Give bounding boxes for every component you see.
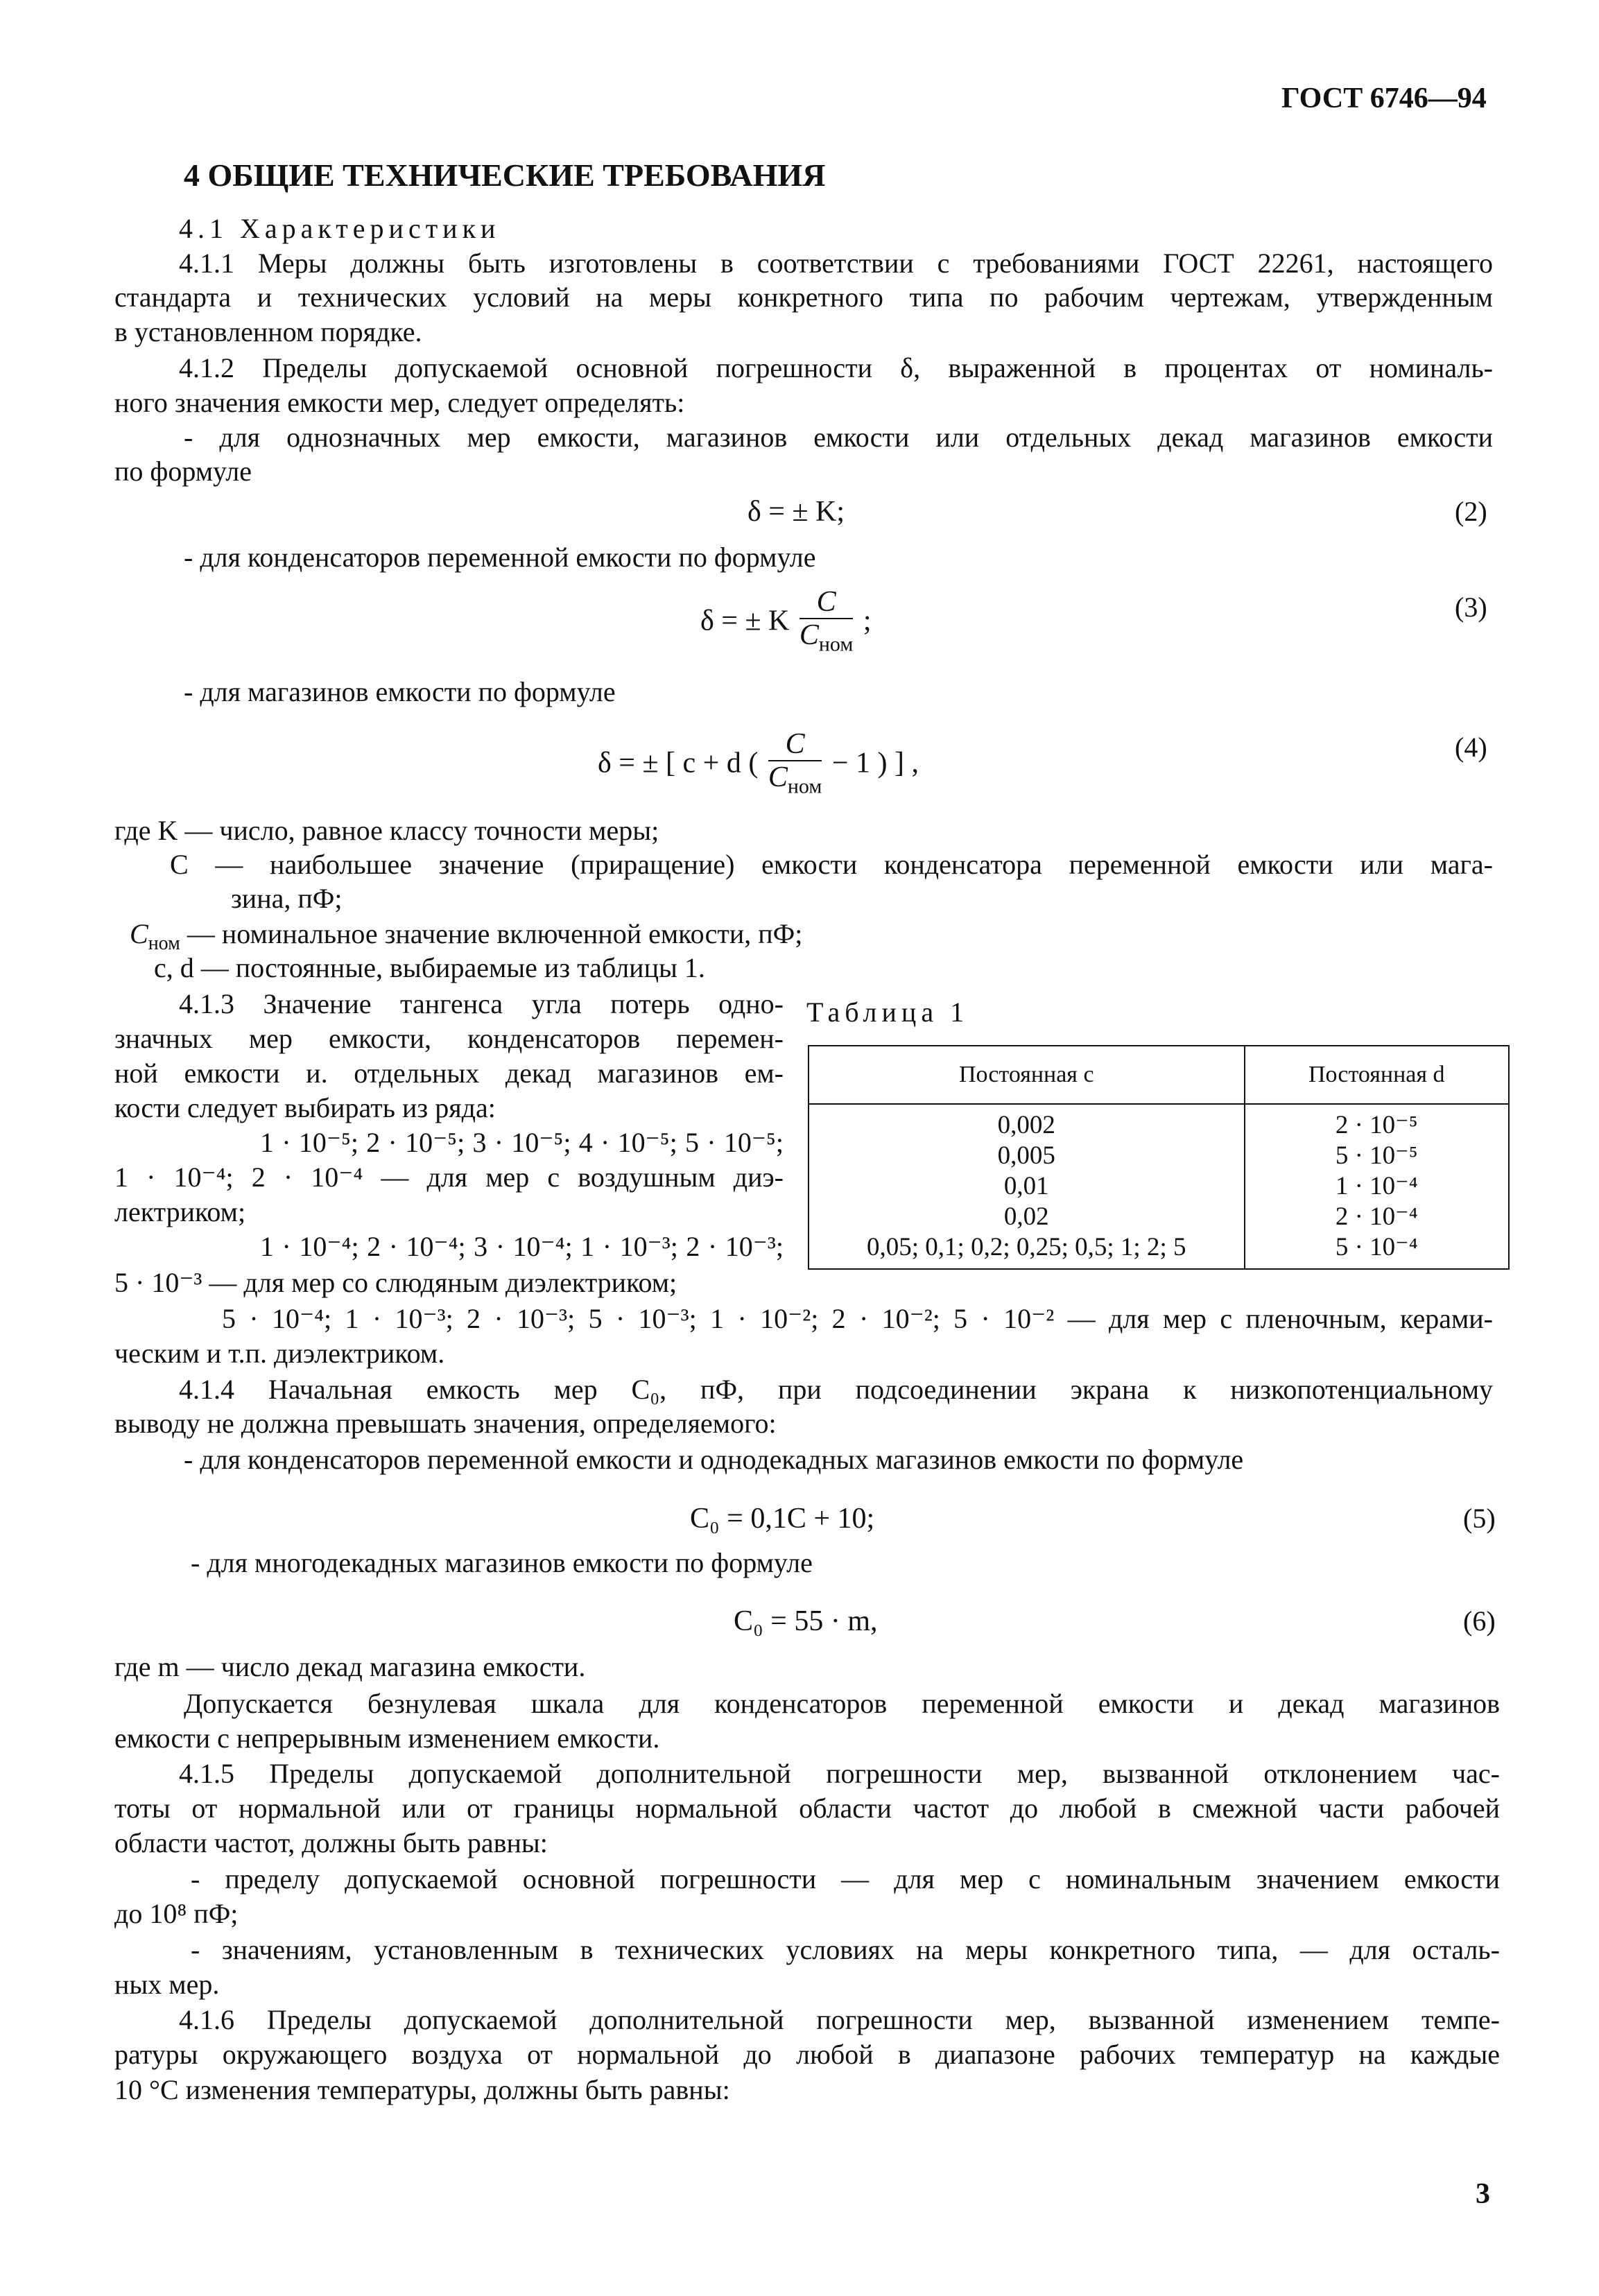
formula-4-tail: − 1 ) ] , xyxy=(831,747,919,779)
formula-5: C₀ = 0,1C + 10; xyxy=(690,1503,875,1535)
formula-4-lhs: δ = ± [ c + d ( xyxy=(598,747,759,779)
def-c-line-1: C — наибольшее значение (приращение) емкости конденсатора переменной емкости или мага- xyxy=(170,849,1493,880)
formula-6-number: (6) xyxy=(1463,1605,1496,1637)
formula-4-intro: - для магазинов емкости по формуле xyxy=(184,676,616,707)
formula-6-intro: - для многодекадных магазинов емкости по формуле xyxy=(191,1547,813,1578)
p412-line-3: - для однозначных мер емкости, магазинов емкости или отдельных декад магазинов емкости xyxy=(184,422,1493,453)
p413-line-2: значных мер емкости, конденсаторов перемен- xyxy=(114,1023,784,1054)
p413-line-1: 4.1.3 Значение тангенса угла потерь одно- xyxy=(179,988,784,1019)
formula-2: δ = ± K; xyxy=(747,496,845,528)
p413-line-3: ной емкости и. отдельных декад магазинов ем- xyxy=(114,1058,784,1089)
p412-line-2: ного значения емкости мер, следует определять: xyxy=(114,387,685,418)
table-1 xyxy=(808,1045,1510,1270)
formula-3-lhs: δ = ± K xyxy=(700,605,790,637)
formula-3-tail: ; xyxy=(863,605,872,637)
def-cnom-text: — номинальное значение включенной емкости, пФ; xyxy=(187,918,803,949)
p416-line-3: 10 °С изменения температуры, должны быть равны: xyxy=(114,2074,730,2105)
p415-line-4: - пределу допускаемой основной погрешности — для мер с номинальным значением емкости xyxy=(191,1863,1500,1894)
formula-3-fraction xyxy=(800,586,853,660)
formula-4 xyxy=(598,728,919,802)
p414-line-1: 4.1.4 Начальная емкость мер C₀, пФ, при подсоединении экрана к низкопотенциальному xyxy=(179,1374,1493,1405)
def-c-line-2: зина, пФ; xyxy=(231,883,343,914)
p413-line-10: 5 · 10⁻⁴; 1 · 10⁻³; 2 · 10⁻³; 5 · 10⁻³; 1 · 10⁻²; 2 · 10⁻²; 5 · 10⁻² — для мер с пленочным, керами- xyxy=(222,1303,1493,1334)
p415-line-3: области частот, должны быть равны: xyxy=(114,1827,548,1858)
p414-line-3: - для конденсаторов переменной емкости и однодекадных магазинов емкости по формуле xyxy=(184,1444,1244,1475)
p415-line-2: тоты от нормальной или от границы нормальной области частот до любой в смежной части рабочей xyxy=(114,1793,1500,1824)
formula-6-def: где m — число декад магазина емкости. xyxy=(114,1651,586,1682)
p415-line-6: - значениям, установленным в технических условиях на меры конкретного типа, — для осталь- xyxy=(191,1934,1500,1965)
def-cnom: $C_{ном}$ — номинальное значение включенной емкости, пФ; xyxy=(130,918,803,954)
p415-line-7: ных мер. xyxy=(114,1969,220,2000)
section-title: 4 ОБЩИЕ ТЕХНИЧЕСКИЕ ТРЕБОВАНИЯ xyxy=(184,157,826,193)
p412-line-1: 4.1.2 Пределы допускаемой основной погрешности δ, выраженной в процентах от номиналь- xyxy=(179,352,1493,383)
formula-5-number: (5) xyxy=(1463,1503,1496,1534)
formula-4-denominator: $C_{ном}$ xyxy=(768,761,822,798)
formula-3-intro: - для конденсаторов переменной емкости по формуле xyxy=(184,542,816,573)
table-row xyxy=(809,1104,1509,1269)
def-cd: c, d — постоянные, выбираемые из таблицы 1. xyxy=(154,952,705,983)
page-number: 3 xyxy=(1476,2178,1490,2210)
p411-line-3: в установленном порядке. xyxy=(114,316,422,347)
p411-line-1: 4.1.1 Меры должны быть изготовлены в соответствии с требованиями ГОСТ 22261, настоящего xyxy=(179,248,1493,279)
formula-4-number: (4) xyxy=(1455,732,1487,763)
table-header-d: Постоянная d xyxy=(1245,1046,1510,1104)
p414-line-2: выводу не должна превышать значения, определяемого: xyxy=(114,1408,777,1439)
def-k: где K — число, равное классу точности меры; xyxy=(114,815,659,846)
p413-line-4: кости следует выбирать из ряда: xyxy=(114,1092,496,1123)
p416-line-1: 4.1.6 Пределы допускаемой дополнительной погрешности мер, вызванной изменением темпе- xyxy=(179,2004,1500,2035)
p413-line-5: 1 · 10⁻⁵; 2 · 10⁻⁵; 3 · 10⁻⁵; 4 · 10⁻⁵; 5 · 10⁻⁵; xyxy=(260,1127,784,1158)
formula-2-number: (2) xyxy=(1455,496,1487,527)
formula-3-number: (3) xyxy=(1455,592,1487,623)
p415-line-5: до 10⁸ пФ; xyxy=(114,1898,239,1929)
formula-4-fraction xyxy=(768,728,822,802)
table-header-c: Постоянная c xyxy=(809,1046,1245,1104)
table-header-row xyxy=(809,1046,1509,1104)
formula-3 xyxy=(700,586,872,660)
table-cell-c: 0,002 0,005 0,01 0,02 0,05; 0,1; 0,2; 0,25; 0,5; 1; 2; 5 xyxy=(809,1104,1245,1269)
formula-3-numerator: C xyxy=(800,586,853,619)
p413-line-7: лектриком; xyxy=(114,1196,246,1227)
p416-line-2: ратуры окружающего воздуха от нормальной до любой в диапазоне рабочих температур на каждые xyxy=(114,2039,1500,2070)
subsection-title: 4.1 Характеристики xyxy=(179,213,501,244)
p-zero-line-2: емкости с непрерывным изменением емкости. xyxy=(114,1723,660,1754)
formula-3-denominator: $C_{ном}$ xyxy=(799,619,854,656)
doc-code: ГОСТ 6746—94 xyxy=(1281,83,1487,114)
table-1-caption: Таблица 1 xyxy=(806,996,969,1028)
formula-6: C₀ = 55 · m, xyxy=(734,1605,878,1637)
table-cell-d: 2 · 10⁻⁵ 5 · 10⁻⁵ 1 · 10⁻⁴ 2 · 10⁻⁴ 5 · 10⁻⁴ xyxy=(1245,1104,1510,1269)
p-zero-line-1: Допускается безнулевая шкала для конденсаторов переменной емкости и декад магазинов xyxy=(184,1688,1500,1719)
p413-line-6: 1 · 10⁻⁴; 2 · 10⁻⁴ — для мер с воздушным диэ- xyxy=(114,1162,784,1193)
p415-line-1: 4.1.5 Пределы допускаемой дополнительной погрешности мер, вызванной отклонением час- xyxy=(179,1758,1500,1789)
p413-line-9: 5 · 10⁻³ — для мер со слюдяным диэлектриком; xyxy=(114,1267,677,1298)
formula-4-numerator: C xyxy=(768,728,822,761)
p412-line-4: по формуле xyxy=(114,456,252,487)
p413-line-11: ческим и т.п. диэлектриком. xyxy=(114,1338,445,1369)
p411-line-2: стандарта и технических условий на меры конкретного типа по рабочим чертежам, утвержденным xyxy=(114,282,1493,313)
p413-line-8: 1 · 10⁻⁴; 2 · 10⁻⁴; 3 · 10⁻⁴; 1 · 10⁻³; 2 · 10⁻³; xyxy=(260,1231,784,1262)
